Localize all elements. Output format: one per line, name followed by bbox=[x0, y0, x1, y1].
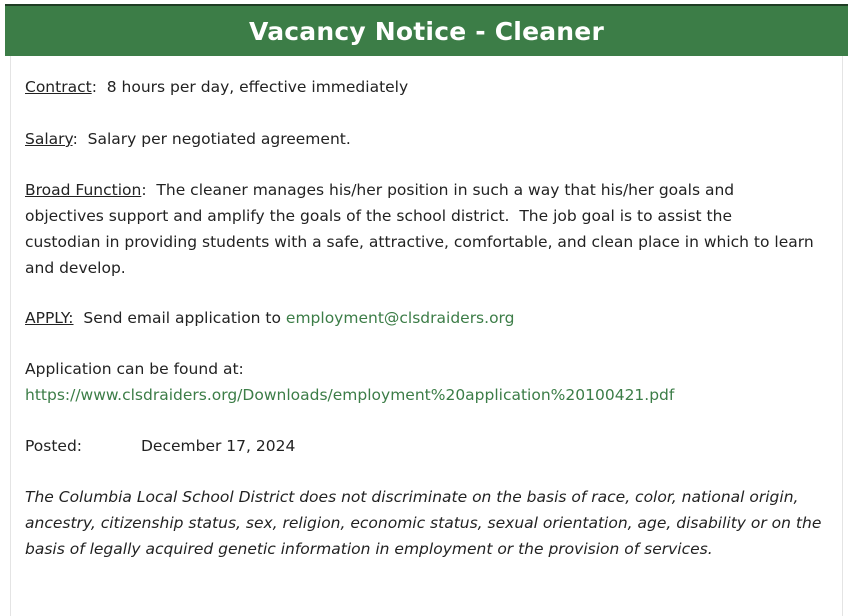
salary-label: Salary bbox=[25, 130, 73, 148]
posted-date: December 17, 2024 bbox=[141, 437, 296, 455]
contract-text: : 8 hours per day, effective immediately bbox=[91, 78, 409, 96]
disclaimer-line-1: The Columbia Local School District does not discriminate on the basis of race, color, national origin, bbox=[25, 488, 799, 506]
email-link[interactable]: employment@clsdraiders.org bbox=[285, 309, 515, 327]
disclaimer-line-3: basis of legally acquired genetic information in employment or the provision of services. bbox=[25, 540, 713, 558]
application-pdf-link[interactable]: https://www.clsdraiders.org/Downloads/employment%20application%20100421.pdf bbox=[25, 386, 675, 404]
salary-text: : Salary per negotiated agreement. bbox=[72, 130, 351, 148]
contract-label: Contract bbox=[25, 78, 92, 96]
salary-paragraph bbox=[25, 126, 351, 152]
application-text: Application can be found at: bbox=[25, 360, 244, 378]
disclaimer-line-2: ancestry, citizenship status, sex, religion, economic status, sexual orientation, age, disability or on the bbox=[25, 514, 822, 532]
posted-paragraph bbox=[25, 433, 425, 459]
broad-function-line-3: custodian in providing students with a safe, attractive, comfortable, and clean place in which to learn bbox=[25, 233, 814, 251]
broad-function-line-2: objectives support and amplify the goals of the school district. The job goal is to assist the bbox=[25, 207, 732, 225]
apply-label: APPLY: bbox=[25, 309, 74, 327]
broad-function-line-1: : The cleaner manages his/her position in such a way that his/her goals and bbox=[141, 181, 735, 199]
apply-text: Send email application to bbox=[73, 309, 286, 327]
disclaimer-paragraph bbox=[25, 484, 821, 562]
broad-function-label: Broad Function bbox=[25, 181, 142, 199]
page-title: Vacancy Notice - Cleaner bbox=[249, 16, 604, 46]
broad-function-paragraph bbox=[25, 177, 814, 281]
broad-function-line-4: and develop. bbox=[25, 259, 126, 277]
header-bar bbox=[5, 4, 848, 56]
contract-paragraph bbox=[25, 74, 408, 100]
application-paragraph bbox=[25, 356, 674, 408]
posted-label: Posted: bbox=[25, 437, 83, 455]
apply-paragraph bbox=[25, 305, 515, 331]
